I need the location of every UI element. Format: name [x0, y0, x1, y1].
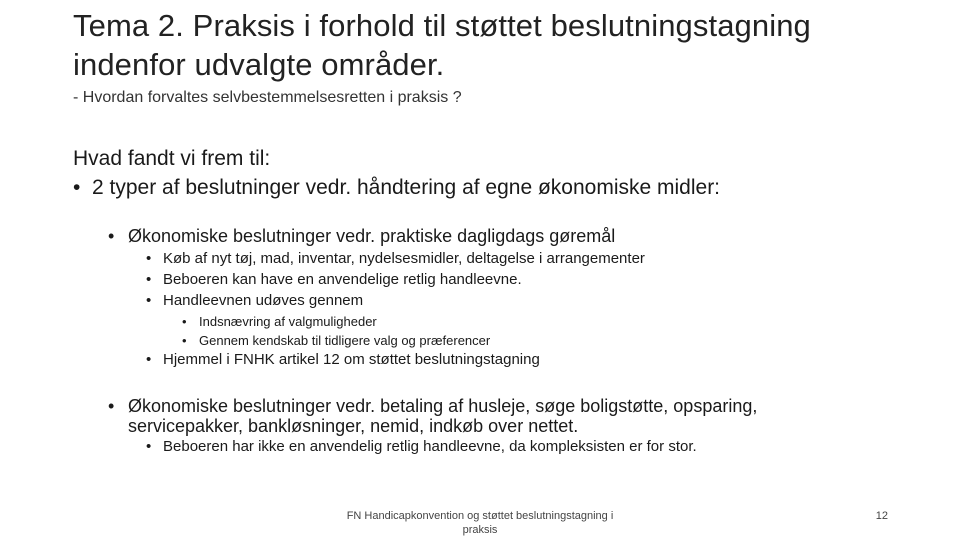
bullet-marker: •: [146, 438, 152, 455]
bullet-marker: •: [73, 176, 81, 199]
bullet-level3-item: [146, 291, 846, 311]
bullet-text: Køb af nyt tøj, mad, inventar, nydelsesmidler, deltagelse i arrangementer: [163, 250, 645, 267]
slide-footer: FN Handicapkonvention og støttet beslutningstagning i praksis: [346, 510, 614, 536]
bullet-marker: •: [146, 292, 152, 309]
bullet-text: Økonomiske beslutninger vedr. betaling af husleje, søge boligstøtte, opsparing, servicepakker, bankløsninger, nemid, indkøb over nettet.: [128, 396, 758, 436]
bullet-marker: •: [146, 351, 152, 368]
bullet-level2-practical: [108, 226, 868, 246]
bullet-level3-item: [146, 270, 846, 290]
bullet-text: Handleevnen udøves gennem: [163, 292, 364, 309]
bullet-text: 2 typer af beslutninger vedr. håndtering af egne økonomiske midler:: [92, 176, 721, 199]
bullet-level3-item: [146, 437, 846, 457]
slide-subtitle: - Hvordan forvaltes selvbestemmelsesretten i praksis ?: [73, 89, 462, 106]
bullet-level3-item: [146, 249, 846, 269]
bullet-marker: •: [108, 226, 115, 246]
bullet-marker: •: [182, 333, 187, 348]
bullet-text: Hjemmel i FNHK artikel 12 om støttet beslutningstagning: [163, 351, 540, 368]
slide-title: Tema 2. Praksis i forhold til støttet beslutningstagning indenfor udvalgte områder.: [73, 8, 811, 82]
bullet-text: Beboeren kan have en anvendelige retlig handleevne.: [163, 271, 522, 288]
bullet-level1: [73, 174, 893, 202]
bullet-marker: •: [146, 250, 152, 267]
bullet-level3-item: [146, 350, 846, 370]
bullet-marker: •: [146, 271, 152, 288]
bullet-text: Økonomiske beslutninger vedr. praktiske dagligdags gøremål: [128, 226, 616, 246]
bullet-level2-payments: [108, 396, 868, 436]
bullet-level4-item: [182, 313, 782, 330]
findings-heading: Hvad fandt vi frem til:: [73, 147, 271, 170]
bullet-marker: •: [108, 396, 115, 416]
bullet-text: Gennem kendskab til tidligere valg og præferencer: [199, 333, 491, 348]
bullet-level4-item: [182, 332, 782, 349]
bullet-text: Indsnævring af valgmuligheder: [199, 314, 377, 329]
bullet-text: Beboeren har ikke en anvendelig retlig handleevne, da kompleksisten er for stor.: [163, 438, 697, 455]
page-number: 12: [875, 510, 888, 522]
bullet-marker: •: [182, 314, 187, 329]
